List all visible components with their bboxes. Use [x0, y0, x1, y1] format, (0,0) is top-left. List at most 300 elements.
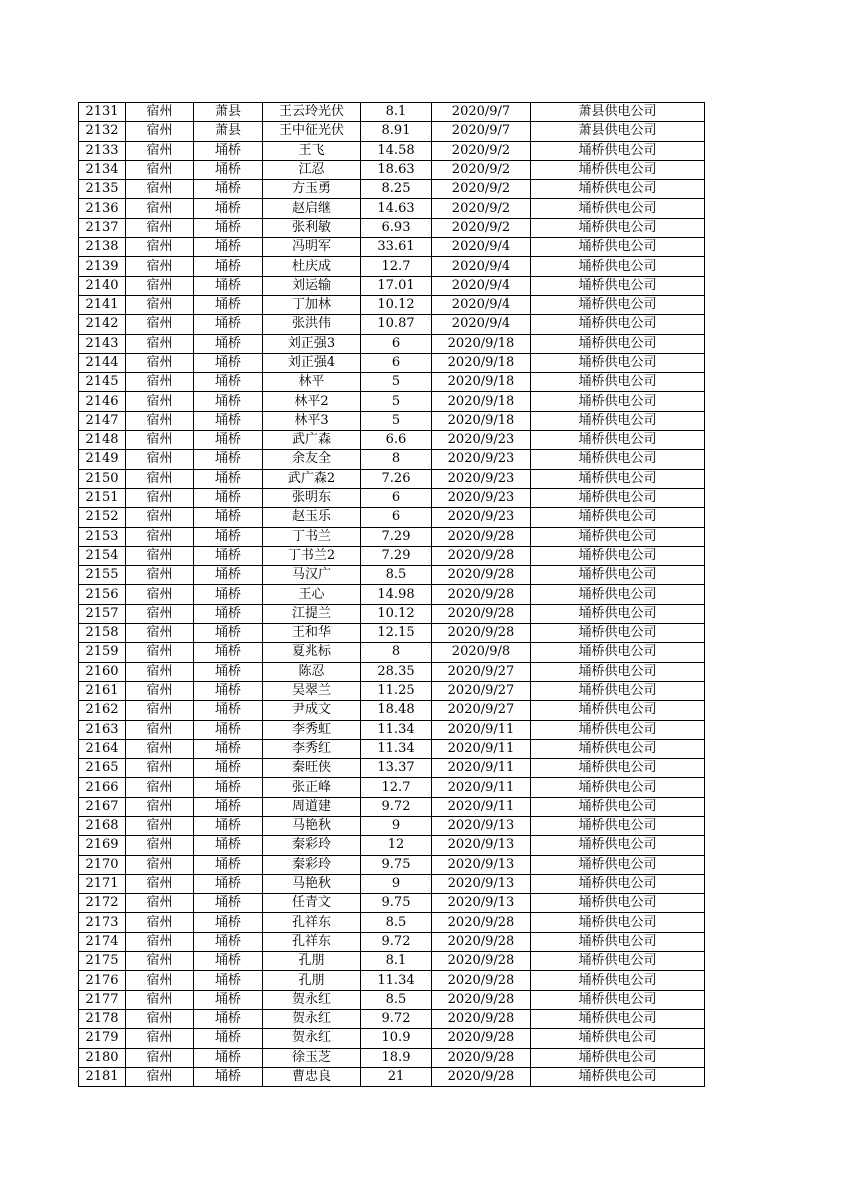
- county-cell: 埇桥: [194, 816, 263, 835]
- name-cell: 孔朋: [263, 952, 361, 971]
- row-id-cell: 2167: [79, 797, 126, 816]
- name-cell: 秦彩玲: [263, 836, 361, 855]
- row-id-cell: 2181: [79, 1067, 126, 1086]
- company-cell: 埇桥供电公司: [531, 681, 705, 700]
- capacity-cell: 7.26: [361, 469, 432, 488]
- date-cell: 2020/9/18: [432, 334, 531, 353]
- table-row: [79, 662, 705, 681]
- date-cell: 2020/9/4: [432, 238, 531, 257]
- table-row: [79, 488, 705, 507]
- city-cell: 宿州: [126, 643, 194, 662]
- city-cell: 宿州: [126, 180, 194, 199]
- name-cell: 孔祥东: [263, 932, 361, 951]
- date-cell: 2020/9/18: [432, 411, 531, 430]
- date-cell: 2020/9/2: [432, 141, 531, 160]
- date-cell: 2020/9/27: [432, 662, 531, 681]
- row-id-cell: 2156: [79, 585, 126, 604]
- name-cell: 孔祥东: [263, 913, 361, 932]
- county-cell: 萧县: [194, 122, 263, 141]
- name-cell: 赵玉乐: [263, 508, 361, 527]
- date-cell: 2020/9/8: [432, 643, 531, 662]
- county-cell: 埇桥: [194, 701, 263, 720]
- date-cell: 2020/9/18: [432, 392, 531, 411]
- county-cell: 埇桥: [194, 411, 263, 430]
- city-cell: 宿州: [126, 604, 194, 623]
- spreadsheet-page: [78, 102, 705, 1087]
- capacity-cell: 9.75: [361, 894, 432, 913]
- row-id-cell: 2135: [79, 180, 126, 199]
- name-cell: 丁书兰2: [263, 546, 361, 565]
- capacity-cell: 9: [361, 816, 432, 835]
- capacity-cell: 8.5: [361, 566, 432, 585]
- table-row: [79, 122, 705, 141]
- city-cell: 宿州: [126, 1067, 194, 1086]
- row-id-cell: 2147: [79, 411, 126, 430]
- city-cell: 宿州: [126, 585, 194, 604]
- company-cell: 埇桥供电公司: [531, 1067, 705, 1086]
- date-cell: 2020/9/23: [432, 431, 531, 450]
- county-cell: 埇桥: [194, 952, 263, 971]
- name-cell: 陈忍: [263, 662, 361, 681]
- name-cell: 丁书兰: [263, 527, 361, 546]
- table-row: [79, 836, 705, 855]
- table-row: [79, 160, 705, 179]
- capacity-cell: 8.5: [361, 913, 432, 932]
- date-cell: 2020/9/2: [432, 180, 531, 199]
- row-id-cell: 2137: [79, 218, 126, 237]
- row-id-cell: 2152: [79, 508, 126, 527]
- row-id-cell: 2140: [79, 276, 126, 295]
- name-cell: 方玉勇: [263, 180, 361, 199]
- company-cell: 埇桥供电公司: [531, 604, 705, 623]
- table-row: [79, 373, 705, 392]
- capacity-cell: 18.48: [361, 701, 432, 720]
- name-cell: 秦旺侠: [263, 759, 361, 778]
- county-cell: 埇桥: [194, 720, 263, 739]
- capacity-cell: 21: [361, 1067, 432, 1086]
- capacity-cell: 8.25: [361, 180, 432, 199]
- row-id-cell: 2150: [79, 469, 126, 488]
- row-id-cell: 2170: [79, 855, 126, 874]
- row-id-cell: 2141: [79, 295, 126, 314]
- company-cell: 埇桥供电公司: [531, 1009, 705, 1028]
- name-cell: 马艳秋: [263, 816, 361, 835]
- county-cell: 埇桥: [194, 334, 263, 353]
- name-cell: 刘运输: [263, 276, 361, 295]
- county-cell: 埇桥: [194, 855, 263, 874]
- row-id-cell: 2143: [79, 334, 126, 353]
- date-cell: 2020/9/28: [432, 952, 531, 971]
- table-row: [79, 604, 705, 623]
- date-cell: 2020/9/13: [432, 836, 531, 855]
- capacity-cell: 6.6: [361, 431, 432, 450]
- company-cell: 埇桥供电公司: [531, 739, 705, 758]
- city-cell: 宿州: [126, 411, 194, 430]
- capacity-cell: 6: [361, 334, 432, 353]
- name-cell: 马艳秋: [263, 874, 361, 893]
- name-cell: 张洪伟: [263, 315, 361, 334]
- row-id-cell: 2134: [79, 160, 126, 179]
- name-cell: 刘正强3: [263, 334, 361, 353]
- county-cell: 埇桥: [194, 797, 263, 816]
- table-row: [79, 546, 705, 565]
- table-row: [79, 566, 705, 585]
- company-cell: 埇桥供电公司: [531, 450, 705, 469]
- city-cell: 宿州: [126, 238, 194, 257]
- company-cell: 埇桥供电公司: [531, 836, 705, 855]
- table-row: [79, 952, 705, 971]
- company-cell: 埇桥供电公司: [531, 160, 705, 179]
- capacity-cell: 8.1: [361, 103, 432, 122]
- name-cell: 秦彩玲: [263, 855, 361, 874]
- table-row: [79, 894, 705, 913]
- table-body: [79, 103, 705, 1087]
- name-cell: 吴翠兰: [263, 681, 361, 700]
- company-cell: 埇桥供电公司: [531, 971, 705, 990]
- county-cell: 埇桥: [194, 295, 263, 314]
- county-cell: 萧县: [194, 103, 263, 122]
- date-cell: 2020/9/27: [432, 681, 531, 700]
- table-row: [79, 257, 705, 276]
- city-cell: 宿州: [126, 816, 194, 835]
- city-cell: 宿州: [126, 199, 194, 218]
- row-id-cell: 2172: [79, 894, 126, 913]
- table-row: [79, 431, 705, 450]
- table-row: [79, 141, 705, 160]
- name-cell: 贺永红: [263, 990, 361, 1009]
- date-cell: 2020/9/28: [432, 1048, 531, 1067]
- row-id-cell: 2180: [79, 1048, 126, 1067]
- county-cell: 埇桥: [194, 276, 263, 295]
- company-cell: 埇桥供电公司: [531, 932, 705, 951]
- date-cell: 2020/9/23: [432, 450, 531, 469]
- city-cell: 宿州: [126, 353, 194, 372]
- county-cell: 埇桥: [194, 604, 263, 623]
- company-cell: 埇桥供电公司: [531, 373, 705, 392]
- city-cell: 宿州: [126, 488, 194, 507]
- table-row: [79, 990, 705, 1009]
- capacity-cell: 11.34: [361, 720, 432, 739]
- company-cell: 埇桥供电公司: [531, 353, 705, 372]
- company-cell: 埇桥供电公司: [531, 624, 705, 643]
- row-id-cell: 2158: [79, 624, 126, 643]
- county-cell: 埇桥: [194, 585, 263, 604]
- table-row: [79, 450, 705, 469]
- county-cell: 埇桥: [194, 759, 263, 778]
- city-cell: 宿州: [126, 1029, 194, 1048]
- date-cell: 2020/9/23: [432, 488, 531, 507]
- table-row: [79, 411, 705, 430]
- company-cell: 埇桥供电公司: [531, 334, 705, 353]
- date-cell: 2020/9/23: [432, 469, 531, 488]
- county-cell: 埇桥: [194, 894, 263, 913]
- county-cell: 埇桥: [194, 527, 263, 546]
- county-cell: 埇桥: [194, 990, 263, 1009]
- name-cell: 武广森: [263, 431, 361, 450]
- date-cell: 2020/9/28: [432, 546, 531, 565]
- table-row: [79, 295, 705, 314]
- table-row: [79, 103, 705, 122]
- row-id-cell: 2136: [79, 199, 126, 218]
- company-cell: 埇桥供电公司: [531, 816, 705, 835]
- row-id-cell: 2155: [79, 566, 126, 585]
- name-cell: 林平3: [263, 411, 361, 430]
- county-cell: 埇桥: [194, 836, 263, 855]
- date-cell: 2020/9/4: [432, 276, 531, 295]
- capacity-cell: 9.72: [361, 1009, 432, 1028]
- table-row: [79, 797, 705, 816]
- capacity-cell: 18.9: [361, 1048, 432, 1067]
- row-id-cell: 2176: [79, 971, 126, 990]
- date-cell: 2020/9/28: [432, 1029, 531, 1048]
- city-cell: 宿州: [126, 315, 194, 334]
- row-id-cell: 2131: [79, 103, 126, 122]
- table-row: [79, 855, 705, 874]
- county-cell: 埇桥: [194, 450, 263, 469]
- city-cell: 宿州: [126, 855, 194, 874]
- city-cell: 宿州: [126, 450, 194, 469]
- date-cell: 2020/9/23: [432, 508, 531, 527]
- row-id-cell: 2175: [79, 952, 126, 971]
- company-cell: 埇桥供电公司: [531, 874, 705, 893]
- county-cell: 埇桥: [194, 488, 263, 507]
- city-cell: 宿州: [126, 257, 194, 276]
- name-cell: 余友全: [263, 450, 361, 469]
- row-id-cell: 2148: [79, 431, 126, 450]
- date-cell: 2020/9/13: [432, 894, 531, 913]
- city-cell: 宿州: [126, 913, 194, 932]
- capacity-cell: 10.9: [361, 1029, 432, 1048]
- company-cell: 埇桥供电公司: [531, 855, 705, 874]
- city-cell: 宿州: [126, 334, 194, 353]
- city-cell: 宿州: [126, 990, 194, 1009]
- city-cell: 宿州: [126, 566, 194, 585]
- county-cell: 埇桥: [194, 257, 263, 276]
- capacity-cell: 14.63: [361, 199, 432, 218]
- capacity-cell: 8: [361, 643, 432, 662]
- county-cell: 埇桥: [194, 160, 263, 179]
- date-cell: 2020/9/28: [432, 932, 531, 951]
- company-cell: 埇桥供电公司: [531, 180, 705, 199]
- capacity-cell: 8.91: [361, 122, 432, 141]
- date-cell: 2020/9/28: [432, 624, 531, 643]
- capacity-cell: 11.34: [361, 739, 432, 758]
- name-cell: 冯明军: [263, 238, 361, 257]
- row-id-cell: 2165: [79, 759, 126, 778]
- row-id-cell: 2166: [79, 778, 126, 797]
- city-cell: 宿州: [126, 720, 194, 739]
- city-cell: 宿州: [126, 681, 194, 700]
- county-cell: 埇桥: [194, 180, 263, 199]
- company-cell: 埇桥供电公司: [531, 778, 705, 797]
- date-cell: 2020/9/27: [432, 701, 531, 720]
- table-row: [79, 508, 705, 527]
- date-cell: 2020/9/28: [432, 1067, 531, 1086]
- table-row: [79, 1048, 705, 1067]
- city-cell: 宿州: [126, 797, 194, 816]
- date-cell: 2020/9/28: [432, 566, 531, 585]
- table-row: [79, 778, 705, 797]
- county-cell: 埇桥: [194, 353, 263, 372]
- capacity-cell: 6.93: [361, 218, 432, 237]
- company-cell: 萧县供电公司: [531, 103, 705, 122]
- date-cell: 2020/9/4: [432, 257, 531, 276]
- date-cell: 2020/9/7: [432, 103, 531, 122]
- table-row: [79, 701, 705, 720]
- capacity-cell: 5: [361, 392, 432, 411]
- row-id-cell: 2157: [79, 604, 126, 623]
- county-cell: 埇桥: [194, 932, 263, 951]
- capacity-cell: 9.75: [361, 855, 432, 874]
- name-cell: 李秀红: [263, 739, 361, 758]
- date-cell: 2020/9/7: [432, 122, 531, 141]
- name-cell: 马汉广: [263, 566, 361, 585]
- table-row: [79, 334, 705, 353]
- table-row: [79, 276, 705, 295]
- table-row: [79, 624, 705, 643]
- date-cell: 2020/9/2: [432, 199, 531, 218]
- date-cell: 2020/9/4: [432, 315, 531, 334]
- date-cell: 2020/9/11: [432, 759, 531, 778]
- city-cell: 宿州: [126, 527, 194, 546]
- city-cell: 宿州: [126, 469, 194, 488]
- table-row: [79, 932, 705, 951]
- date-cell: 2020/9/28: [432, 527, 531, 546]
- name-cell: 尹成文: [263, 701, 361, 720]
- company-cell: 埇桥供电公司: [531, 1048, 705, 1067]
- capacity-cell: 14.98: [361, 585, 432, 604]
- table-row: [79, 469, 705, 488]
- capacity-cell: 10.12: [361, 604, 432, 623]
- row-id-cell: 2168: [79, 816, 126, 835]
- county-cell: 埇桥: [194, 373, 263, 392]
- table-row: [79, 392, 705, 411]
- row-id-cell: 2139: [79, 257, 126, 276]
- capacity-cell: 10.87: [361, 315, 432, 334]
- company-cell: 埇桥供电公司: [531, 585, 705, 604]
- capacity-cell: 33.61: [361, 238, 432, 257]
- company-cell: 埇桥供电公司: [531, 141, 705, 160]
- capacity-cell: 11.34: [361, 971, 432, 990]
- company-cell: 埇桥供电公司: [531, 913, 705, 932]
- date-cell: 2020/9/11: [432, 720, 531, 739]
- row-id-cell: 2174: [79, 932, 126, 951]
- name-cell: 江提兰: [263, 604, 361, 623]
- company-cell: 埇桥供电公司: [531, 894, 705, 913]
- date-cell: 2020/9/18: [432, 353, 531, 372]
- company-cell: 埇桥供电公司: [531, 662, 705, 681]
- date-cell: 2020/9/28: [432, 971, 531, 990]
- table-row: [79, 315, 705, 334]
- company-cell: 埇桥供电公司: [531, 566, 705, 585]
- name-cell: 王中征光伏: [263, 122, 361, 141]
- city-cell: 宿州: [126, 739, 194, 758]
- capacity-cell: 17.01: [361, 276, 432, 295]
- city-cell: 宿州: [126, 295, 194, 314]
- county-cell: 埇桥: [194, 546, 263, 565]
- name-cell: 李秀虹: [263, 720, 361, 739]
- table-row: [79, 681, 705, 700]
- date-cell: 2020/9/28: [432, 585, 531, 604]
- name-cell: 杜庆成: [263, 257, 361, 276]
- capacity-cell: 5: [361, 411, 432, 430]
- name-cell: 徐玉芝: [263, 1048, 361, 1067]
- row-id-cell: 2132: [79, 122, 126, 141]
- capacity-cell: 18.63: [361, 160, 432, 179]
- row-id-cell: 2164: [79, 739, 126, 758]
- name-cell: 丁加林: [263, 295, 361, 314]
- city-cell: 宿州: [126, 122, 194, 141]
- city-cell: 宿州: [126, 276, 194, 295]
- county-cell: 埇桥: [194, 681, 263, 700]
- name-cell: 王和华: [263, 624, 361, 643]
- row-id-cell: 2177: [79, 990, 126, 1009]
- company-cell: 埇桥供电公司: [531, 720, 705, 739]
- city-cell: 宿州: [126, 624, 194, 643]
- date-cell: 2020/9/11: [432, 797, 531, 816]
- name-cell: 任青文: [263, 894, 361, 913]
- county-cell: 埇桥: [194, 392, 263, 411]
- capacity-cell: 6: [361, 508, 432, 527]
- date-cell: 2020/9/13: [432, 874, 531, 893]
- county-cell: 埇桥: [194, 624, 263, 643]
- table-row: [79, 1009, 705, 1028]
- name-cell: 张利敏: [263, 218, 361, 237]
- county-cell: 埇桥: [194, 971, 263, 990]
- capacity-cell: 12.7: [361, 778, 432, 797]
- city-cell: 宿州: [126, 874, 194, 893]
- city-cell: 宿州: [126, 952, 194, 971]
- company-cell: 埇桥供电公司: [531, 257, 705, 276]
- company-cell: 埇桥供电公司: [531, 469, 705, 488]
- row-id-cell: 2159: [79, 643, 126, 662]
- city-cell: 宿州: [126, 701, 194, 720]
- county-cell: 埇桥: [194, 1048, 263, 1067]
- row-id-cell: 2138: [79, 238, 126, 257]
- capacity-cell: 12: [361, 836, 432, 855]
- name-cell: 武广森2: [263, 469, 361, 488]
- date-cell: 2020/9/11: [432, 739, 531, 758]
- city-cell: 宿州: [126, 160, 194, 179]
- county-cell: 埇桥: [194, 469, 263, 488]
- company-cell: 埇桥供电公司: [531, 1029, 705, 1048]
- city-cell: 宿州: [126, 836, 194, 855]
- company-cell: 埇桥供电公司: [531, 643, 705, 662]
- name-cell: 刘正强4: [263, 353, 361, 372]
- row-id-cell: 2169: [79, 836, 126, 855]
- company-cell: 埇桥供电公司: [531, 238, 705, 257]
- city-cell: 宿州: [126, 373, 194, 392]
- date-cell: 2020/9/2: [432, 218, 531, 237]
- table-row: [79, 1067, 705, 1086]
- row-id-cell: 2161: [79, 681, 126, 700]
- table-row: [79, 643, 705, 662]
- capacity-cell: 8.1: [361, 952, 432, 971]
- county-cell: 埇桥: [194, 778, 263, 797]
- table-row: [79, 218, 705, 237]
- row-id-cell: 2179: [79, 1029, 126, 1048]
- county-cell: 埇桥: [194, 913, 263, 932]
- row-id-cell: 2162: [79, 701, 126, 720]
- table-row: [79, 585, 705, 604]
- name-cell: 王云玲光伏: [263, 103, 361, 122]
- city-cell: 宿州: [126, 508, 194, 527]
- name-cell: 贺永红: [263, 1009, 361, 1028]
- company-cell: 埇桥供电公司: [531, 276, 705, 295]
- date-cell: 2020/9/11: [432, 778, 531, 797]
- county-cell: 埇桥: [194, 739, 263, 758]
- company-cell: 埇桥供电公司: [531, 295, 705, 314]
